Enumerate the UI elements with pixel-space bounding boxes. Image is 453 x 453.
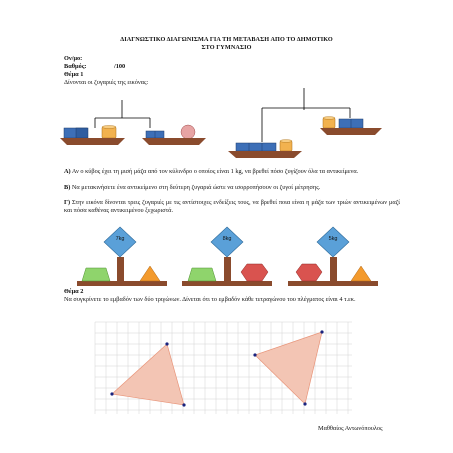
author-name: Μαθθαίος Αντωνόπουλος <box>318 425 383 432</box>
triangle-2 <box>255 332 322 404</box>
question-1c-label: Γ) <box>64 199 71 206</box>
scale-1-reading: 7kg <box>115 236 125 242</box>
diamond-icon <box>317 227 349 257</box>
question-1b-label: Β) <box>64 184 71 191</box>
hexagon-icon <box>296 264 322 281</box>
question-1-intro: Δίνονται οι ζυγαριές της εικόνας: <box>64 79 149 86</box>
triangle-object-icon <box>140 266 160 281</box>
pan-right <box>320 128 382 135</box>
name-label: Ον/μο: <box>64 55 83 62</box>
diamond-icon <box>104 227 136 257</box>
grid-figure <box>95 322 352 414</box>
pan-left <box>228 151 302 158</box>
page-title-line2: ΣΤΟ ΓΥΜΝΑΣΙΟ <box>201 44 252 51</box>
scale-3-reading: 5kg <box>328 236 338 242</box>
balance-1 <box>60 100 206 145</box>
ball-icon <box>181 125 195 139</box>
question-1a-text: Αν ο κύβος έχει τη μισή μάζα από τον κύλινδρο ο οποίος είναι 1 kg, να βρεθεί πόσο ζυγίζουν όλα τα αντικείμενα. <box>71 168 359 175</box>
pan-left <box>60 138 125 145</box>
scale-2-reading: 8kg <box>222 236 232 242</box>
question-1c-text: Στην εικόνα δίνονται τρεις ζυγαριές με τις αντίστοιχες ενδείξεις τους, να βρεθεί ποια είναι η μάζα των τριών αντικειμένων μαζί και πόσα καθένας αντικειμένου ξεχωριστά. <box>64 199 400 214</box>
trapezoid-icon <box>188 268 216 281</box>
trapezoid-icon <box>82 268 110 281</box>
triangle-1 <box>112 344 184 405</box>
triangle-object-icon <box>351 266 371 281</box>
page-title: ΔΙΑΓΝΩΣΤΙΚΟ ΔΙΑΓΩΝΙΣΜΑ ΓΙΑ ΤΗ ΜΕΤΑΒΑΣΗ ΑΠΟ ΤΟ ΔΗΜΟΤΙΚΟ <box>120 36 333 43</box>
grade-total: /100 <box>114 63 126 70</box>
question-1-heading: Θέμα 1 <box>64 71 84 78</box>
cube-icon <box>236 143 276 151</box>
grade-label: Βαθμός: <box>64 63 87 70</box>
diamond-icon <box>211 227 243 257</box>
question-1a <box>64 168 400 176</box>
question-1b-text: Να μετακινήσετε ένα αντικείμενο στη δεύτερη ζυγαριά ώστε να ισορροπήσουν οι ζυγοί μέτρησης. <box>71 184 321 191</box>
question-2-heading: Θέμα 2 <box>64 288 84 295</box>
hexagon-icon <box>241 264 268 281</box>
question-1b <box>64 184 400 192</box>
question-2-text: Να συγκρίνετε το εμβαδόν των δύο τριγώνων. Δίνεται ότι το εμβαδόν κάθε τετραγώνου του πλέγματος είναι 4 τ.εκ. <box>64 296 356 303</box>
question-1a-label: Α) <box>64 168 71 175</box>
pan-right <box>142 138 206 145</box>
balance-2 <box>228 88 382 158</box>
question-1c <box>64 199 400 214</box>
